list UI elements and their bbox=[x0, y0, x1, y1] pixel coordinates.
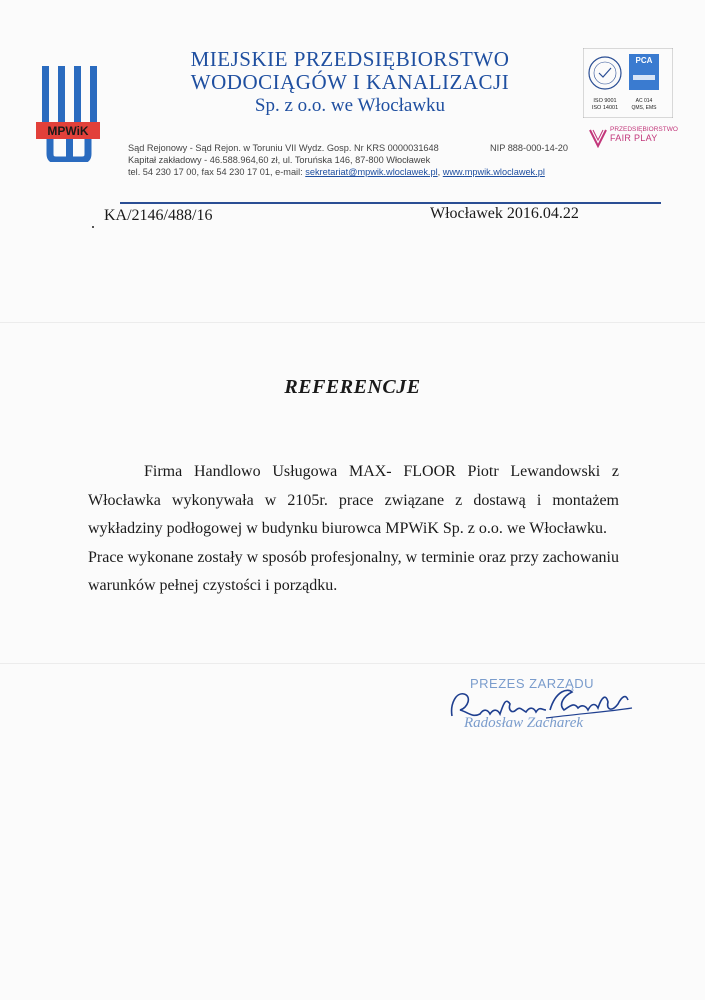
court-line: Sąd Rejonowy - Sąd Rejon. w Toruniu VII Wydz. Gosp. Nr KRS 0000031648 bbox=[128, 143, 439, 153]
fairplay-line1: PRZEDSIĘBIORSTWO bbox=[610, 126, 678, 133]
contact-line: tel. 54 230 17 00, fax 54 230 17 01, e-mail: sekretariat@mpwik.wloclawek.pl, www.mpwik.wloclawek.pl bbox=[128, 167, 545, 177]
cert-iso2: ISO 14001 bbox=[591, 105, 619, 111]
document-date: Włocławek 2016.04.22 bbox=[430, 205, 579, 222]
certification-badges bbox=[583, 48, 673, 118]
capital-line: Kapitał zakładowy - 46.588.964,60 zł, ul. Toruńska 146, 87-800 Włocławek bbox=[128, 155, 431, 165]
website-link[interactable]: www.mpwik.wloclawek.pl bbox=[442, 167, 545, 177]
cert-iso1: ISO 9001 bbox=[593, 98, 617, 104]
contact-prefix: tel. 54 230 17 00, fax 54 230 17 01, e-mail: bbox=[128, 167, 306, 177]
fold-line bbox=[0, 322, 705, 323]
body-paragraph-1: Firma Handlowo Usługowa MAX- FLOOR Piotr Lewandowski z Włocławka wykonywała w 2105r. prace związane z dostawą i montażem wykładziny podłogowej w budynku biurowca MPWiK Sp. z o.o. we Włocławku. bbox=[88, 463, 619, 537]
page-mark bbox=[92, 226, 94, 228]
reference-number: KA/2146/488/16 bbox=[104, 207, 213, 224]
company-line2: WODOCIĄGÓW I KANALIZACJI bbox=[190, 70, 510, 94]
cert-qms: QMS, EMS bbox=[631, 105, 657, 111]
company-line1: MIEJSKIE PRZEDSIĘBIORSTWO bbox=[190, 47, 510, 71]
document-body bbox=[88, 458, 619, 601]
body-paragraph-2: Prace wykonane zostały w sposób profesjonalny, w terminie oraz przy zachowaniu warunków pełnej czystości i porządku. bbox=[88, 548, 619, 594]
nip: NIP 888-000-14-20 bbox=[490, 143, 568, 153]
header-divider bbox=[120, 202, 661, 204]
fair-play-label bbox=[610, 126, 678, 142]
cert-ac: AC 014 bbox=[635, 98, 653, 104]
company-name bbox=[120, 48, 580, 117]
cert-pca: PCA bbox=[635, 56, 653, 65]
fairplay-line2: FAIR PLAY bbox=[610, 133, 658, 143]
stamp-title: PREZES ZARZĄDU bbox=[470, 676, 595, 691]
handwritten-signature bbox=[446, 680, 636, 726]
fold-line bbox=[0, 663, 705, 664]
document-title: REFERENCJE bbox=[284, 376, 421, 398]
stamp-name: Radosław Zacharek bbox=[464, 715, 584, 731]
email-link[interactable]: sekretariat@mpwik.wloclawek.pl bbox=[305, 167, 438, 177]
mpwik-logo bbox=[36, 66, 100, 162]
logo-text: MPWiK bbox=[47, 124, 89, 138]
company-line3: Sp. z o.o. we Włocławku bbox=[254, 95, 446, 116]
company-info bbox=[128, 142, 578, 178]
